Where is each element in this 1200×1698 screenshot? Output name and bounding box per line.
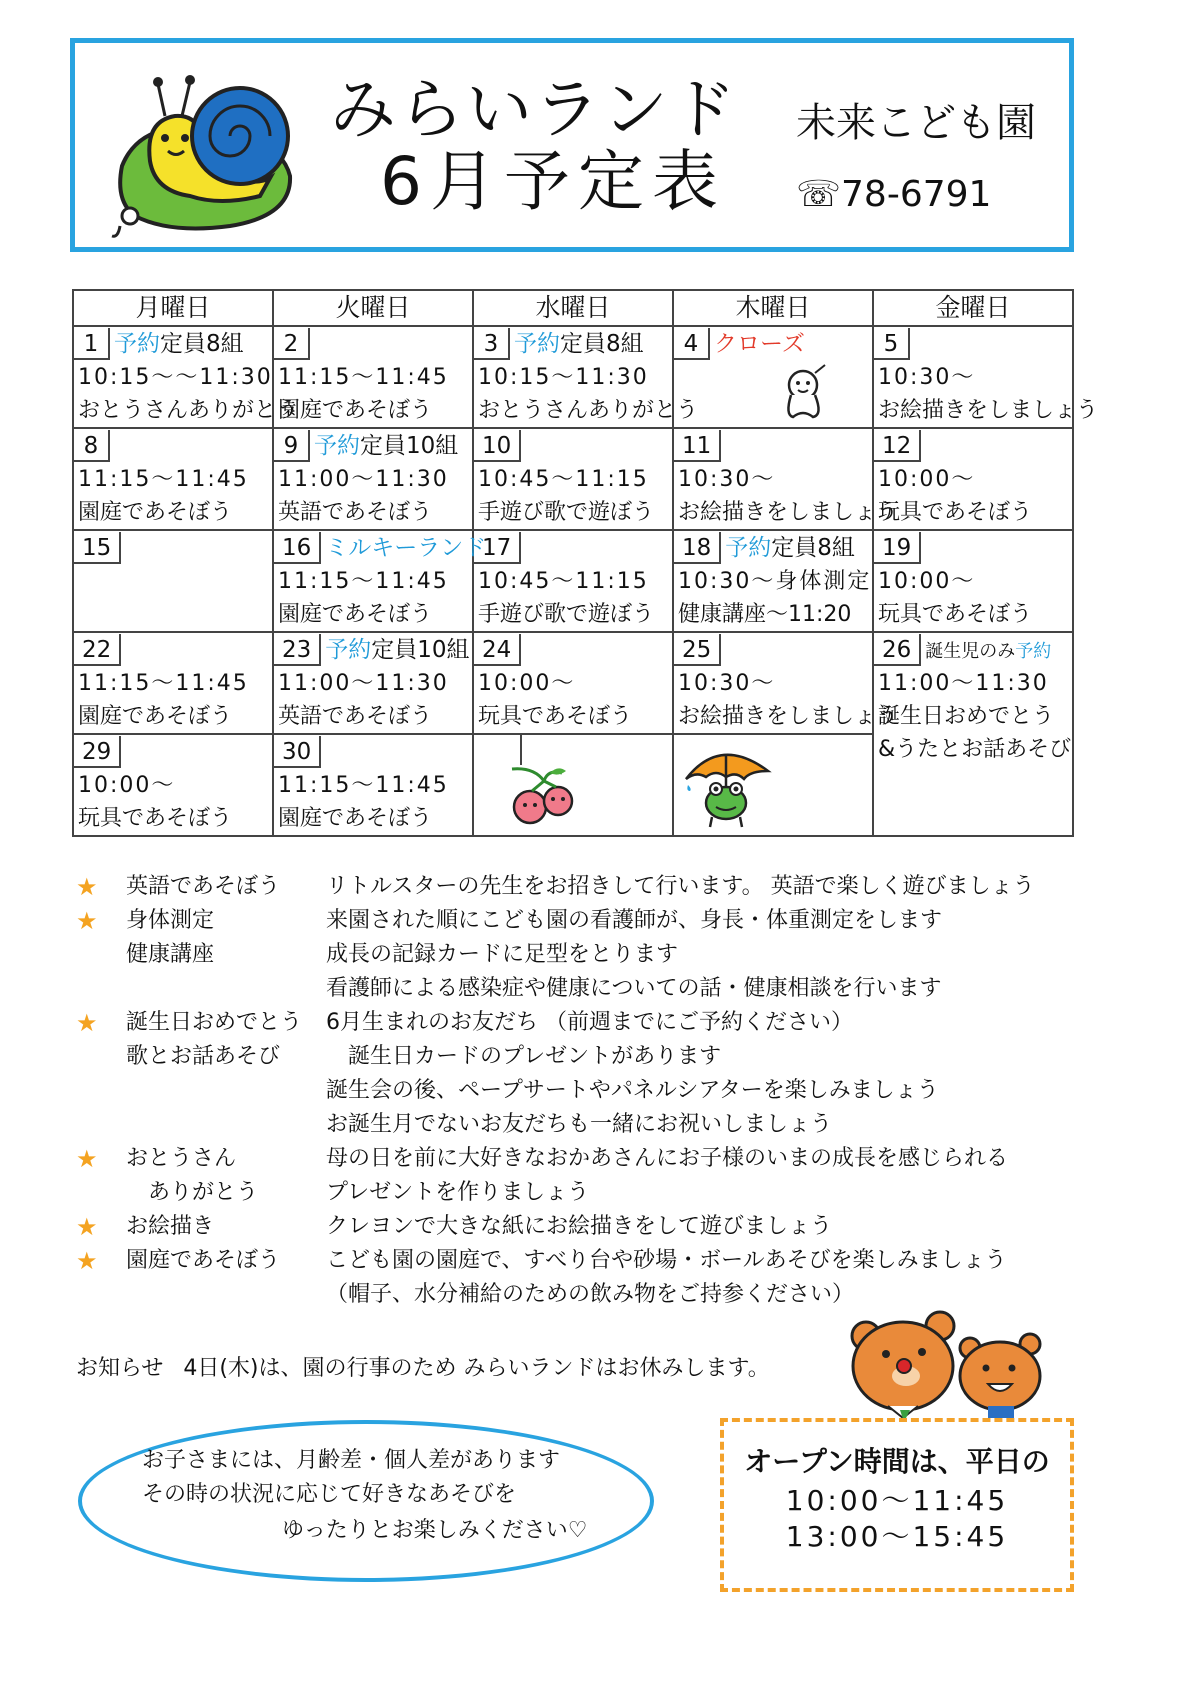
day-status-label: 予約 — [114, 331, 160, 357]
calendar-day-cell — [473, 734, 673, 836]
description-text: 看護師による感染症や健康についての話・健康相談を行います — [326, 976, 942, 1001]
day-header — [74, 735, 272, 769]
description-label: 英語であそぼう — [126, 874, 281, 899]
day-header — [74, 429, 272, 463]
day-time: 10:45〜11:15 — [478, 467, 649, 492]
description-text: プレゼントを作りましょう — [326, 1180, 590, 1205]
day-time: 10:30〜 — [878, 365, 976, 390]
star-icon: ★ — [76, 1009, 98, 1037]
bears-illustration — [848, 1306, 1044, 1424]
description-row — [72, 1176, 1112, 1210]
day-time: 10:00〜 — [478, 671, 576, 696]
day-number: 24 — [474, 634, 521, 666]
day-activity: 英語であそぼう — [278, 500, 433, 525]
day-header — [474, 633, 672, 667]
day-time: 10:00〜 — [78, 773, 176, 798]
description-label: お絵描き — [126, 1214, 215, 1239]
page-title: みらいランド — [330, 71, 738, 148]
open-hours-afternoon: 13:00〜15:45 — [785, 1520, 1009, 1553]
calendar-day-cell — [673, 530, 873, 632]
day-capacity: 定員8組 — [160, 331, 244, 357]
description-text: 成長の記録カードに足型をとります — [326, 942, 679, 967]
description-text: 6月生まれのお友だち （前週までにご予約ください） — [326, 1010, 853, 1035]
day-number: 18 — [674, 532, 721, 564]
description-label: 園庭であそぼう — [126, 1248, 281, 1273]
day-status-label: クローズ — [714, 331, 805, 357]
day-time: 10:45〜11:15 — [478, 569, 649, 594]
day-activity: お絵描きをしましょう — [678, 704, 899, 729]
day-time: 11:15〜11:45 — [278, 773, 449, 798]
day-status-label: 予約 — [514, 331, 560, 357]
day-activity-extra: &うたとお話あそび — [878, 737, 1072, 762]
calendar-week-row — [73, 326, 1073, 428]
description-text: こども園の園庭で、すべり台や砂場・ボールあそびを楽しみましょう — [326, 1248, 1007, 1273]
description-row — [72, 904, 1112, 938]
calendar-day-cell — [73, 326, 299, 428]
day-capacity: 定員8組 — [560, 331, 644, 357]
day-header — [874, 429, 1072, 463]
day-time: 11:00〜11:30 — [278, 467, 449, 492]
day-number: 9 — [274, 430, 310, 462]
description-row — [72, 1210, 1112, 1244]
description-text: （帽子、水分補給のための飲み物をご持参ください） — [326, 1282, 855, 1307]
calendar-day-cell — [873, 428, 1073, 530]
calendar-day-cell — [273, 428, 473, 530]
day-time: 10:15〜11:30 — [478, 365, 649, 390]
day-number: 11 — [674, 430, 721, 462]
day-header — [74, 633, 272, 667]
day-number: 26 — [874, 634, 921, 666]
open-hours-box — [720, 1418, 1074, 1592]
cherry-icon — [504, 763, 584, 827]
day-time: 10:30〜身体測定 — [678, 569, 872, 594]
description-row — [72, 1142, 1112, 1176]
day-header — [274, 633, 472, 667]
star-icon: ★ — [76, 907, 98, 935]
day-status-label: 予約 — [1015, 641, 1052, 662]
calendar-day-cell — [73, 428, 273, 530]
day-header — [274, 735, 472, 769]
weekday-header: 火曜日 — [273, 290, 473, 326]
calendar-day-cell — [273, 632, 473, 734]
calendar-day-cell — [473, 326, 699, 428]
calendar-week-row — [73, 428, 1073, 530]
empty-day-box — [474, 735, 522, 765]
day-number: 17 — [474, 532, 521, 564]
day-activity: 手遊び歌で遊ぼう — [478, 500, 655, 525]
day-header — [874, 531, 1072, 565]
day-time: 10:00〜 — [878, 467, 976, 492]
description-row — [72, 1040, 1112, 1074]
day-activity: 英語であそぼう — [278, 704, 433, 729]
description-row — [72, 1244, 1112, 1278]
day-activity: 玩具であそぼう — [78, 806, 233, 831]
day-time: 10:30〜 — [678, 671, 776, 696]
day-header — [674, 531, 872, 565]
day-status-label: ミルキーランド — [325, 535, 487, 561]
day-time: 11:15〜11:45 — [78, 671, 249, 696]
notice-label: お知らせ — [76, 1356, 164, 1381]
day-number: 12 — [874, 430, 921, 462]
day-time: 11:15〜11:45 — [78, 467, 249, 492]
calendar-day-cell — [473, 428, 673, 530]
calendar-day-cell — [73, 734, 273, 836]
description-text: リトルスターの先生をお招きして行います。 英語で楽しく遊びましょう — [326, 874, 1035, 899]
day-header — [274, 429, 472, 463]
calendar-day-cell — [473, 530, 673, 632]
day-number: 3 — [474, 328, 510, 360]
day-capacity: 定員10組 — [360, 433, 459, 459]
day-note: 誕生児のみ — [925, 641, 1016, 662]
day-time: 10:00〜 — [878, 569, 976, 594]
day-activity: 誕生日おめでとう — [878, 704, 1055, 729]
calendar-day-cell — [673, 326, 873, 428]
day-activity: おとうさんありがとう — [78, 398, 299, 423]
day-capacity: 定員8組 — [771, 535, 855, 561]
description-row — [72, 972, 1112, 1006]
calendar-day-cell — [273, 326, 473, 428]
description-text: クレヨンで大きな紙にお絵描きをして遊びましょう — [326, 1214, 833, 1239]
message-line-3: ゆったりとお楽しみください♡ — [282, 1518, 588, 1543]
day-number: 30 — [274, 736, 321, 768]
day-header — [474, 531, 672, 565]
day-activity: 園庭であそぼう — [278, 602, 433, 627]
calendar-day-cell — [273, 734, 473, 836]
notice — [76, 1352, 770, 1386]
star-icon: ★ — [76, 1145, 98, 1173]
teru-teru-bozu-icon — [779, 365, 835, 423]
open-hours-title: オープン時間は、平日の — [744, 1445, 1050, 1478]
snail-illustration — [110, 66, 300, 236]
description-row — [72, 1108, 1112, 1142]
day-activity: 園庭であそぼう — [278, 398, 433, 423]
description-label: 身体測定 — [126, 908, 215, 933]
description-label: 健康講座 — [126, 942, 215, 967]
description-label: 誕生日おめでとう — [126, 1010, 303, 1035]
day-activity: 健康講座〜11:20 — [678, 602, 852, 627]
star-icon: ★ — [76, 873, 98, 901]
org-name: 未来こども園 — [796, 100, 1036, 146]
description-text: お誕生月でないお友だちも一緒にお祝いしましょう — [326, 1112, 833, 1137]
day-number: 2 — [274, 328, 310, 360]
day-header — [74, 531, 272, 565]
day-activity: 玩具であそぼう — [478, 704, 633, 729]
calendar-day-cell — [473, 632, 673, 734]
day-header — [674, 327, 872, 361]
day-header — [874, 327, 1072, 361]
day-activity: 園庭であそぼう — [278, 806, 433, 831]
day-capacity: 定員10組 — [371, 637, 470, 663]
message-line-1: お子さまには、月齢差・個人差があります — [142, 1448, 561, 1473]
day-activity: おとうさんありがとう — [478, 398, 699, 423]
star-icon: ★ — [76, 1247, 98, 1275]
notice-text: 4日(木)は、園の行事のため みらいランドはお休みします。 — [183, 1356, 770, 1381]
description-row — [72, 938, 1112, 972]
description-label: ありがとう — [126, 1180, 259, 1205]
day-number: 23 — [274, 634, 321, 666]
message-line-2: その時の状況に応じて好きなあそびを — [142, 1482, 517, 1507]
day-header — [474, 327, 672, 361]
day-header — [74, 327, 272, 361]
day-activity: 玩具であそぼう — [878, 500, 1033, 525]
day-number: 5 — [874, 328, 910, 360]
calendar-day-cell — [873, 632, 1073, 836]
weekday-header: 木曜日 — [673, 290, 873, 326]
day-time: 10:30〜 — [678, 467, 776, 492]
day-activity: 園庭であそぼう — [78, 704, 233, 729]
weekday-header: 水曜日 — [473, 290, 673, 326]
weekday-header: 月曜日 — [73, 290, 273, 326]
calendar-day-cell — [273, 530, 487, 632]
description-row — [72, 1006, 1112, 1040]
day-header — [874, 633, 1072, 667]
description-text: 来園された順にこども園の看護師が、身長・体重測定をします — [326, 908, 943, 933]
calendar-day-cell — [873, 530, 1073, 632]
day-activity: 玩具であそぼう — [878, 602, 1033, 627]
day-number: 15 — [74, 532, 121, 564]
day-header — [274, 531, 487, 565]
calendar-day-cell — [873, 326, 1099, 428]
calendar-day-cell — [73, 530, 273, 632]
day-number: 29 — [74, 736, 121, 768]
day-header — [674, 633, 872, 667]
description-label: 歌とお話あそび — [126, 1044, 281, 1069]
phone-number: ☏78-6791 — [796, 174, 992, 215]
activity-descriptions — [72, 870, 1112, 1312]
day-time: 11:15〜11:45 — [278, 365, 449, 390]
message-oval — [78, 1420, 654, 1582]
day-number: 10 — [474, 430, 521, 462]
day-header — [474, 429, 672, 463]
day-header — [674, 429, 872, 463]
calendar-day-cell — [673, 734, 873, 836]
day-number: 22 — [74, 634, 121, 666]
day-activity: お絵描きをしましょう — [878, 398, 1099, 423]
day-number: 25 — [674, 634, 721, 666]
calendar-table — [72, 289, 1099, 837]
day-activity: 手遊び歌で遊ぼう — [478, 602, 655, 627]
day-number: 16 — [274, 532, 321, 564]
description-row — [72, 1074, 1112, 1108]
description-row — [72, 870, 1112, 904]
calendar-week-row — [73, 632, 1073, 734]
day-activity: お絵描きをしましょう — [678, 500, 899, 525]
open-hours-morning: 10:00〜11:45 — [785, 1484, 1009, 1517]
day-time: 10:15〜〜11:30 — [78, 365, 273, 390]
calendar-day-cell — [73, 632, 273, 734]
weekday-header: 金曜日 — [873, 290, 1073, 326]
day-number: 8 — [74, 430, 110, 462]
page-subtitle: 6月予定表 — [380, 143, 726, 220]
day-number: 19 — [874, 532, 921, 564]
day-header — [274, 327, 472, 361]
day-time: 11:00〜11:30 — [278, 671, 449, 696]
calendar-week-row — [73, 530, 1073, 632]
day-time: 11:00〜11:30 — [878, 671, 1049, 696]
description-label: おとうさん — [126, 1146, 237, 1171]
description-text: 誕生会の後、ペープサートやパネルシアターを楽しみましょう — [326, 1078, 939, 1103]
day-activity: 園庭であそぼう — [78, 500, 233, 525]
description-text: 母の日を前に大好きなおかあさんにお子様のいまの成長を感じられる — [326, 1146, 1009, 1171]
day-time: 11:15〜11:45 — [278, 569, 449, 594]
day-status-label: 予約 — [325, 637, 372, 663]
description-text: 誕生日カードのプレゼントがあります — [326, 1044, 722, 1069]
day-status-label: 予約 — [314, 433, 360, 459]
day-number: 4 — [674, 328, 710, 360]
frog-umbrella-icon — [680, 741, 776, 833]
day-number: 1 — [74, 328, 110, 360]
star-icon: ★ — [76, 1213, 98, 1241]
weekday-header-row — [73, 290, 1073, 326]
day-status-label: 予約 — [725, 535, 772, 561]
